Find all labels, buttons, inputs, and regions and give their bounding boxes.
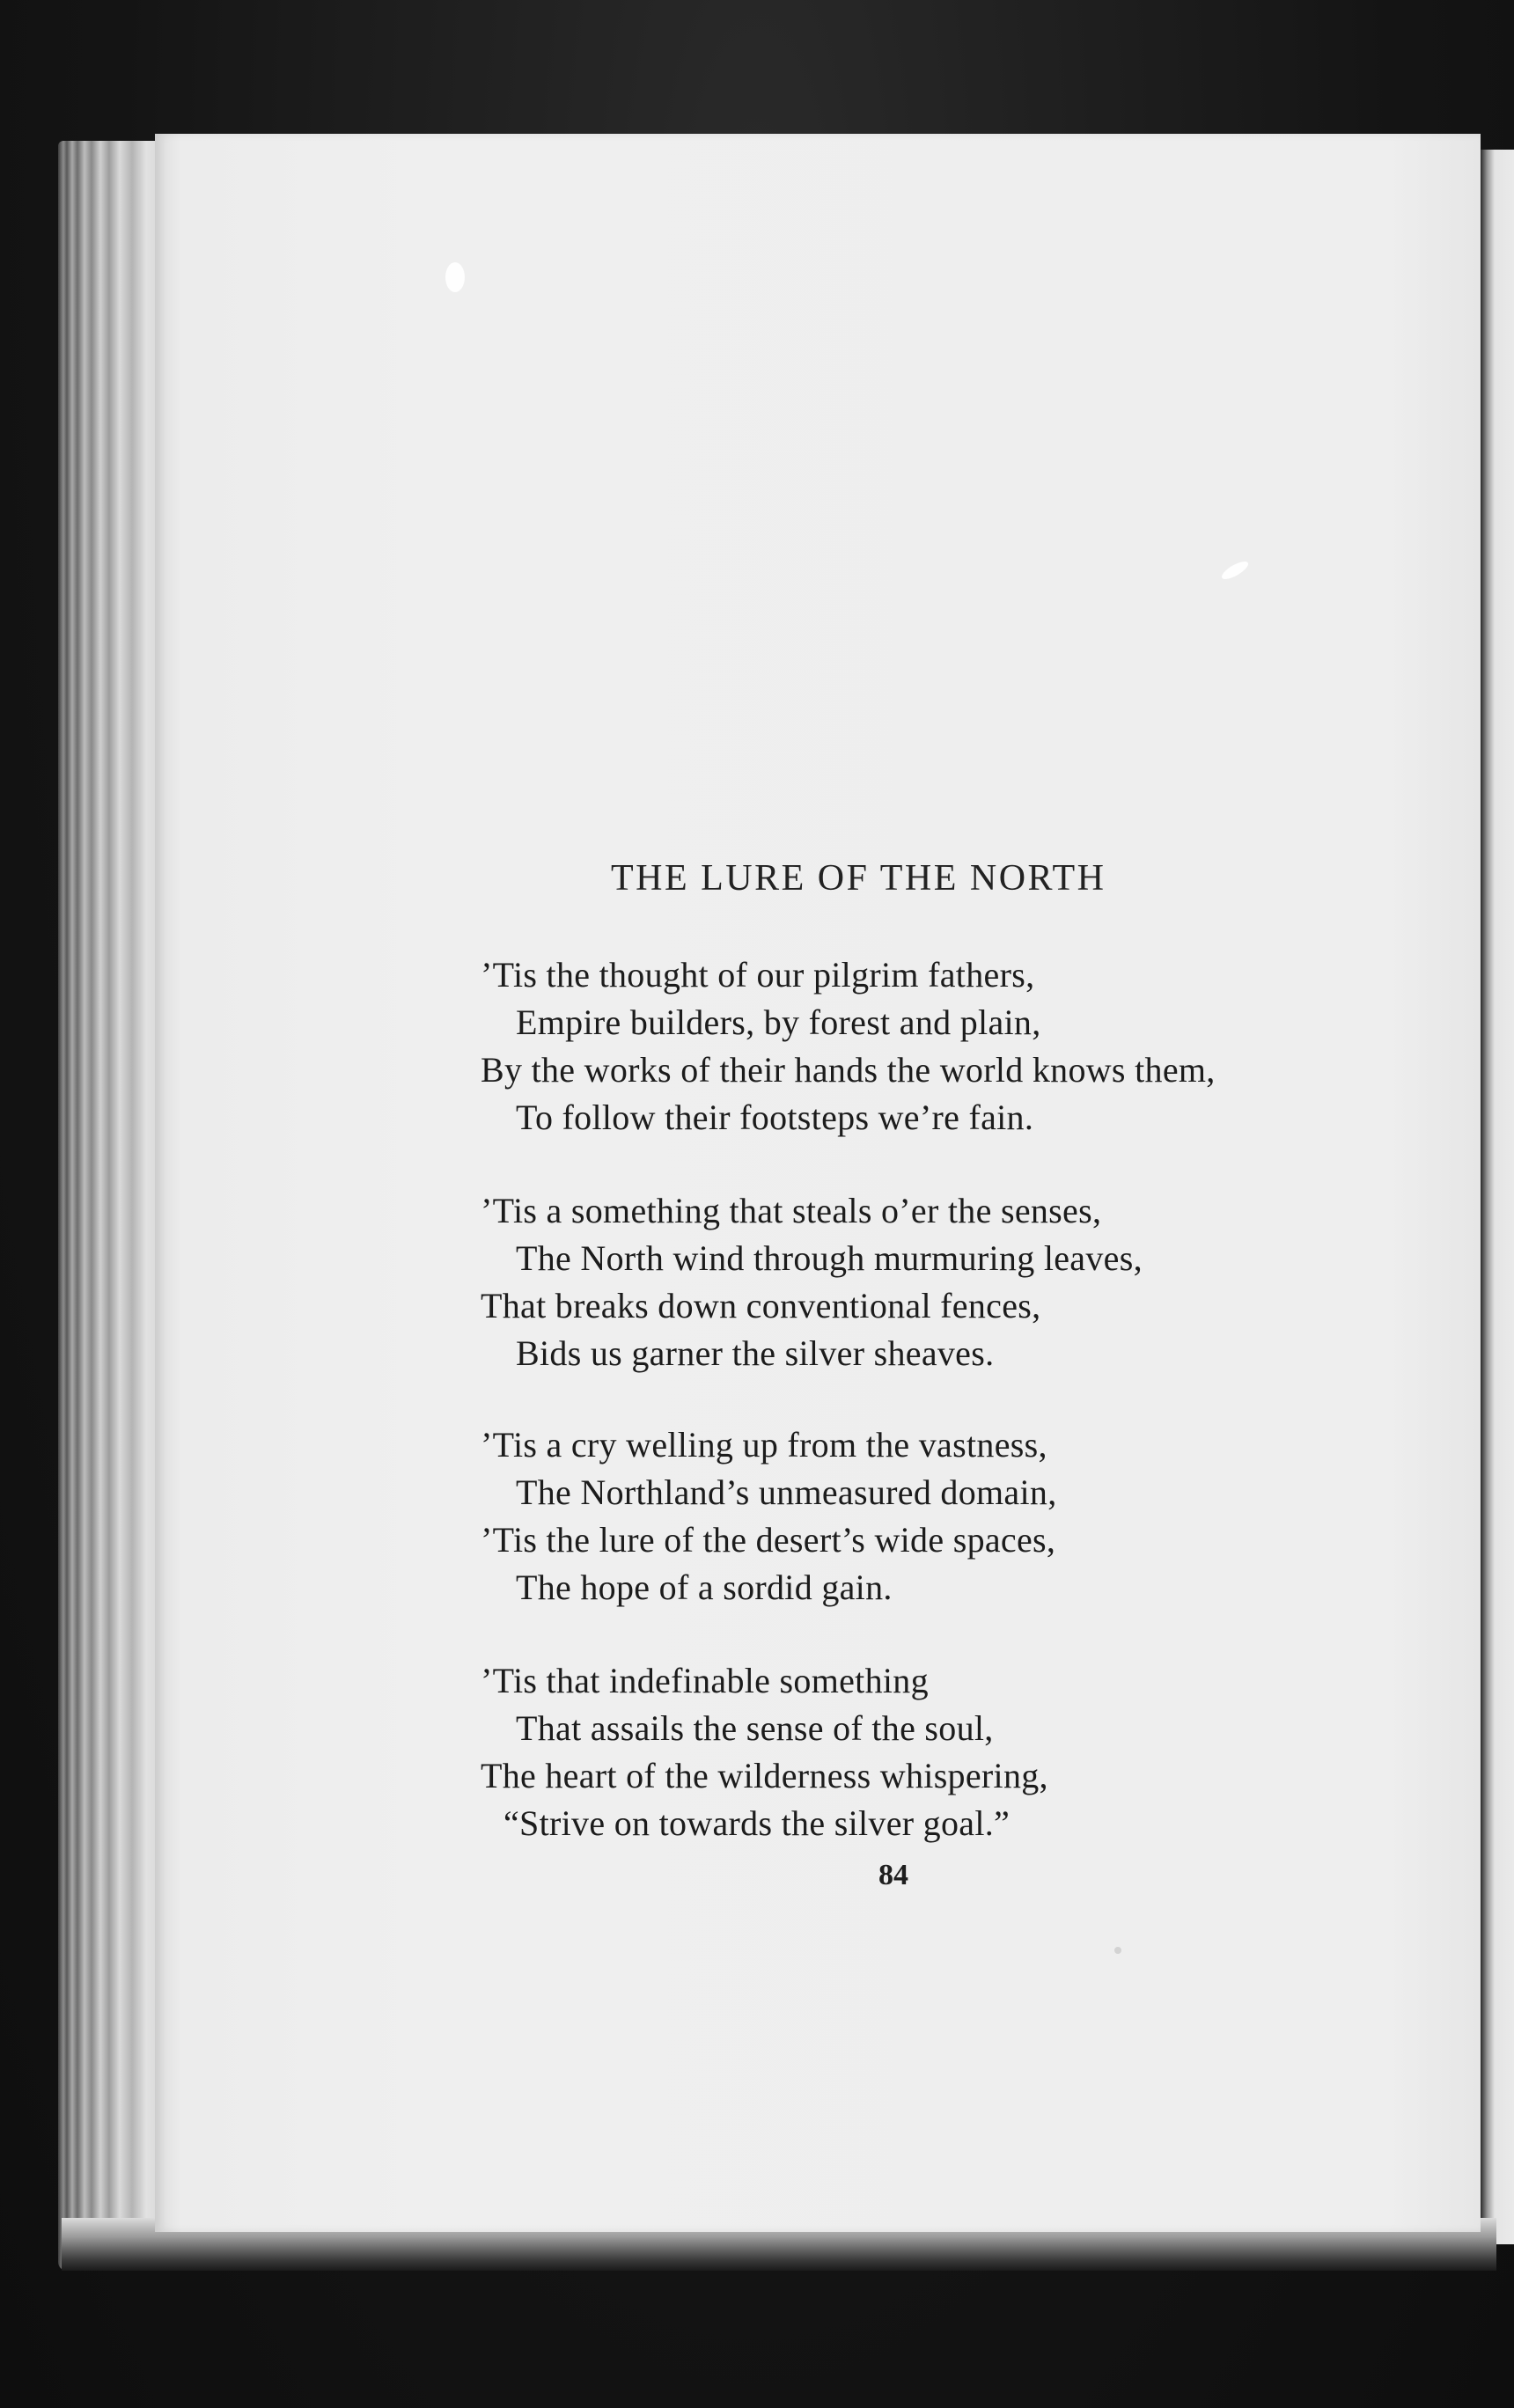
poem-title: THE LURE OF THE NORTH <box>611 858 1106 899</box>
book-page <box>155 134 1481 2232</box>
poem-line: That assails the sense of the soul, <box>516 1708 994 1748</box>
poem-line: By the works of their hands the world knows them, <box>481 1050 1216 1090</box>
poem-line: To follow their footsteps we’re fain. <box>516 1098 1034 1137</box>
poem-line: ’Tis the thought of our pilgrim fathers, <box>481 955 1035 995</box>
poem-line: That breaks down conventional fences, <box>481 1286 1041 1325</box>
dust-speck <box>1114 1947 1121 1954</box>
poem-line: Bids us garner the silver sheaves. <box>516 1333 995 1373</box>
dust-speck <box>445 262 465 292</box>
poem-line: ’Tis a something that steals o’er the senses, <box>481 1191 1102 1230</box>
poem-line: The hope of a sordid gain. <box>516 1567 893 1607</box>
poem-line: The Northland’s unmeasured domain, <box>516 1472 1057 1512</box>
poem-line: ’Tis the lure of the desert’s wide spaces, <box>481 1520 1056 1560</box>
poem-line: The heart of the wilderness whispering, <box>481 1756 1048 1795</box>
poem-line: ’Tis that indefinable something <box>481 1661 929 1700</box>
poem-line: The North wind through murmuring leaves, <box>516 1238 1143 1278</box>
poem-line: Empire builders, by forest and plain, <box>516 1002 1041 1042</box>
poem-line: ’Tis a cry welling up from the vastness, <box>481 1425 1047 1465</box>
next-page-edge <box>1481 150 1514 2244</box>
dust-speck <box>1219 558 1250 582</box>
book-page-edges-left <box>58 141 164 2271</box>
poem-line: “Strive on towards the silver goal.” <box>503 1803 1011 1843</box>
page-number: 84 <box>878 1859 908 1891</box>
